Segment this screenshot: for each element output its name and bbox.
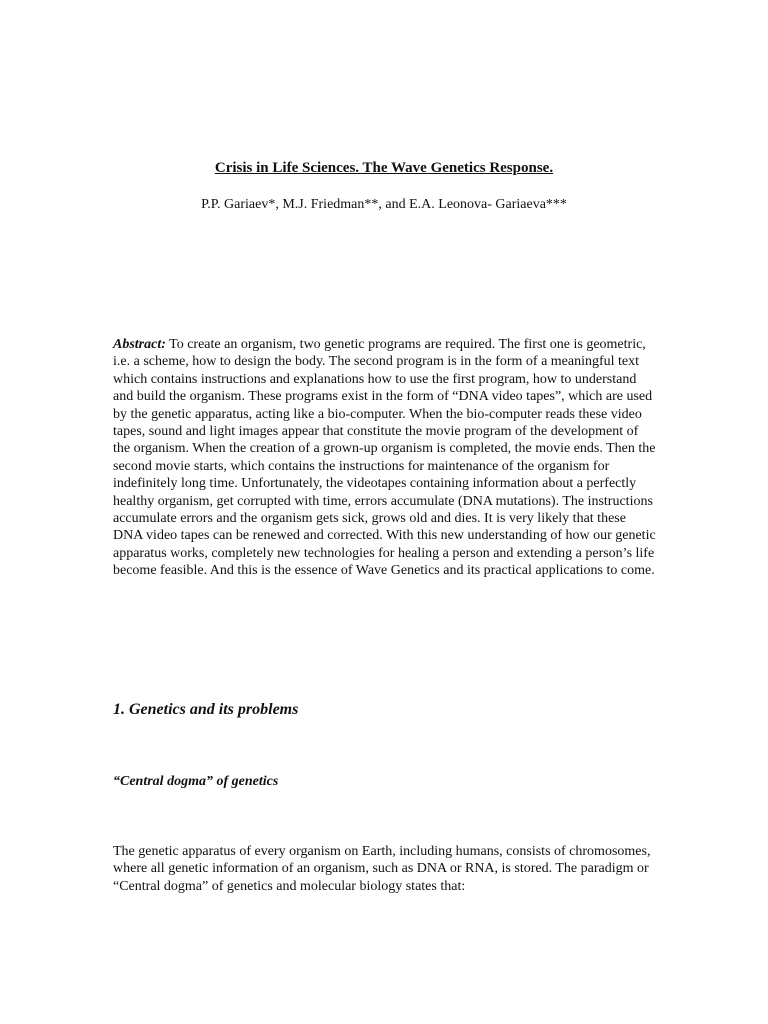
section-heading: 1. Genetics and its problems	[113, 701, 299, 718]
abstract-paragraph	[113, 336, 658, 580]
abstract-label: Abstract:	[113, 337, 166, 352]
body-paragraph: The genetic apparatus of every organism on Earth, including humans, consists of chromosomes, where all genetic information of an organism, such as DNA or RNA, is stored. The paradigm or “Central dogma” of genetics and molecular biology states that:	[113, 844, 651, 894]
abstract-text: To create an organism, two genetic programs are required. The first one is geometric, i.e. a scheme, how to design the body. The second program is in the form of a meaningful text which contains instructions and explanations how to use the first program, how to understand and build the organism. These programs exist in the form of “DNA video tapes”, which are used by the genetic apparatus, acting like a bio-computer. When the bio-computer reads these video tapes, sound and light images appear that constitute the movie program of the development of the organism. When the creation of a grown-up organism is completed, the movie ends. Then the second movie starts, which contains the instructions for maintenance of the organism for indefinitely long time. Unfortunately, the videotapes containing information about a perfectly healthy organism, get corrupted with time, errors accumulate (DNA mutations). The instructions accumulate errors and the organism gets sick, grows old and dies. It is very likely that these DNA video tapes can be renewed and corrected. With this new understanding of how our genetic apparatus works, completely new technologies for healing a person and extending a person’s life become feasible. And this is the essence of Wave Genetics and its practical applications to come.	[113, 337, 656, 579]
author-line: P.P. Gariaev*, M.J. Friedman**, and E.A. Leonova- Gariaeva***	[201, 197, 567, 212]
document-title: Crisis in Life Sciences. The Wave Genetics Response.	[214, 160, 554, 176]
subsection-heading: “Central dogma” of genetics	[113, 774, 279, 789]
